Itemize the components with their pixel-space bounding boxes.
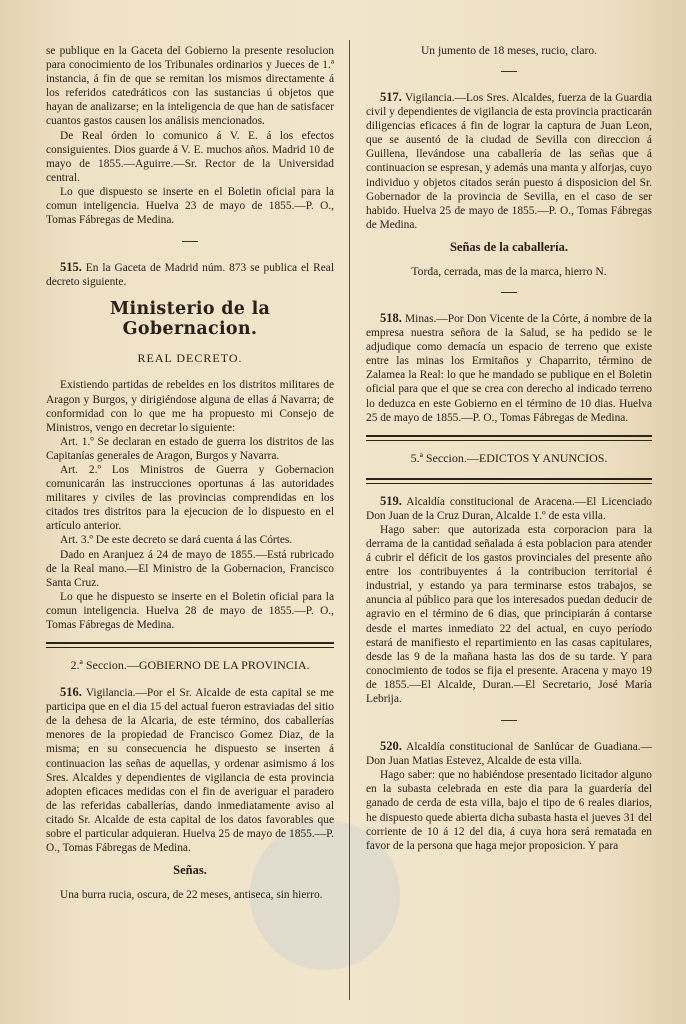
- paragraph-real-orden: De Real órden lo comunico á V. E. á los efectos consiguientes. Dios guarde á V. E. muchos años. Madrid 10 de mayo de 1855.—Aguirre.—Sr. Rector de la Universidad central.: [46, 129, 334, 184]
- item-text: Vigilancia.—Por el Sr. Alcalde de esta capital se me participa que en el dia 15 del actual fueron estraviadas del sitio de la dehesa de la Alcaria, de este término, dos caballerías menores de la propiedad de Francisco Gomez Diaz, de la misma; en su consecuencia he dispuesto se inserten á continuacion las señas de aquellas, y ordenar asimismo á los Sres. Alcaldes y dependientes de vigilancia de esta provincia adopten eficaces medidas con el fin de averiguar el paradero de las referidas caballerías, dando inmediatamente aviso al citado Sr. Alcalde de esta capital de los datos favorables que sobre el particular adquieran. Huelva 25 de mayo de 1855.—P. O., Tomas Fábregas de Medina.: [46, 687, 334, 855]
- section-2-heading: 2.ª Seccion.—GOBIERNO DE LA PROVINCIA.: [70, 658, 310, 673]
- ministerio-heading: Ministerio de la Gobernacion.: [109, 299, 271, 340]
- short-separator: [501, 71, 517, 72]
- decree-preamble: Existiendo partidas de rebeldes en los distritos militares de Aragon y Burgos, y dirigiéndose alguna de ellas á Navarra; de conformidad con lo que me ha propuesto mi Consejo de Ministros, vengo en decretar lo siguiente:: [46, 379, 334, 434]
- item-text: Vigilancia.—Los Sres. Alcaldes, fuerza de la Guardia civil y dependientes de vigilancia de esta provincia practicarán diligencias eficaces á fin de lograr la captura de Juan Leon, que se ausentó de la ciudad de Sevilla con direccion á Guillena, llevándose una caballería de las señas que á continuacion se espresan, y además una manta y alforjas, cuyo individuo y objetos citados serán puesto á disposicion del Sr. Gobernador de la provincia de Sevilla, en el caso de ser habido. Huelva 25 de mayo de 1855.—P. O., Tomas Fábregas de Medina.: [366, 92, 652, 231]
- short-separator: [501, 720, 517, 721]
- real-decreto-heading: REAL DECRETO.: [137, 351, 243, 366]
- item-number: 516.: [60, 685, 82, 700]
- item-520-body: Hago saber: que no habiéndose presentado licitador alguno en la subasta celebrada en este dia para la guardería del ganado de cerda de esta villa, bajo el tipo de 6 reales diarios, he dispuesto quede abierta dicha subasta hasta el jueves 31 del corriente de 10 á 12 del dia, á cuya hora será rematada en favor de la persona que haga mejor proposicion. Y para: [366, 769, 652, 852]
- item-text: Minas.—Por Don Vicente de la Córte, á nombre de la empresa nuestra señora de la Salud, se ha pedido se le adjudique como demacía un espacio de terreno que existe entre las minas los Ermitaños y Chaparrito, término de Zalamea la Real: lo que he mandado se publique en el Boletin oficial para que el que se crea con derecho al indicado terreno lo deduzca en este Gobierno en el término de 10 dias. Huelva 25 de mayo de 1855.—P. O., Tomas Fábregas de Medina.: [366, 312, 652, 424]
- item-520: [366, 739, 652, 768]
- item-number: 517.: [380, 90, 402, 104]
- caballeria-description: Torda, cerrada, mas de la marca, hierro N.: [411, 264, 607, 278]
- item-519-body: Hago saber: que autorizada esta corporacion para la derrama de la cantidad señalada á esta poblacion para atender á cubrir el déficit de los gastos provinciales del presente año entre los contribuyentes á la contribucion territorial é industrial, y estando ya para terminarse estos trabajos, se anuncia al público para que los interesados puedan deducir de agravio en el término de 6 dias, que principiarán á contarse desde el martes inmediato 22 del actual, en cuyo período estará de manifiesto el repartimiento en las casas capitulares, desde las 9 de la mañana hasta las dos de su tarde. Y para conocimiento de todos se fija el presente. Aracena y mayo 19 de 1855.—El Alcalde, Duran.—El Secretario, José María Lebrija.: [366, 523, 652, 705]
- item-text: Alcaldía constitucional de Aracena.—El Licenciado Don Juan de la Cruz Duran, Alcalde 1.º de esta villa.: [366, 495, 652, 522]
- section-5-heading: 5.ª Seccion.—EDICTOS Y ANUNCIOS.: [410, 450, 608, 465]
- item-number: 518.: [380, 310, 402, 325]
- decree-article-3: Art. 3.º De este decreto se dará cuenta á las Córtes.: [60, 534, 293, 547]
- item-text: En la Gaceta de Madrid núm. 873 se publica el Real decreto siguiente.: [46, 262, 334, 289]
- section-rule: [366, 435, 652, 441]
- item-number: 519.: [380, 493, 402, 508]
- senas-caballeria-heading: Señas de la caballería.: [449, 239, 569, 254]
- item-519: [366, 494, 652, 523]
- section-rule: [46, 642, 334, 648]
- short-separator: [501, 292, 517, 293]
- senas-heading: Señas.: [173, 863, 207, 878]
- left-column: [46, 44, 334, 902]
- item-number: 520.: [380, 739, 402, 754]
- section-rule: [366, 478, 652, 484]
- senas-description: Una burra rucia, oscura, de 22 meses, antiseca, sin hierro.: [60, 889, 323, 902]
- paragraph-continuation: se publique en la Gaceta del Gobierno la presente resolucion para conocimiento de los Tribunales ordinarios y Jueces de 1.ª instancia, á fin de que se remitan los mismos directamente á los referidos catedráticos con las sustancias ú objetos que hayan de analizarse; en la inteligencia de que han de satisfacer cuantos gastos causen los análisis mencionados.: [46, 45, 334, 128]
- item-text: Alcaldía constitucional de Sanlúcar de Guadiana.—Don Juan Matias Estevez, Alcalde de esta villa.: [366, 741, 652, 768]
- right-column: [366, 44, 652, 853]
- item-516: [46, 685, 334, 855]
- item-518: [366, 311, 652, 425]
- decree-signature: Dado en Aranjuez á 24 de mayo de 1855.—Está rubricado de la Real mano.—El Ministro de la Gobernacion, Francisco Santa Cruz.: [46, 548, 334, 589]
- short-separator: [182, 241, 198, 242]
- item-517: [366, 90, 652, 232]
- jumento-description: Un jumento de 18 meses, rucio, claro.: [420, 44, 598, 57]
- decree-article-1: Art. 1.º Se declaran en estado de guerra los distritos de las Capitanías generales de Aragon, Burgos y Navarra.: [46, 435, 334, 462]
- item-number: 515.: [60, 260, 82, 275]
- decree-insertion-notice: Lo que he dispuesto se inserte en el Boletin oficial para la comun inteligencia. Huelva 28 de mayo de 1855.—P. O., Tomas Fábregas de Medina.: [46, 590, 334, 631]
- paragraph-insertion-notice: Lo que dispuesto se inserte en el Boletin oficial para la comun inteligencia. Huelva 23 de mayo de 1855.—P. O., Tomas Fábregas de Medina.: [46, 185, 334, 227]
- item-515: [46, 260, 334, 289]
- decree-article-2: Art. 2.º Los Ministros de Guerra y Gobernacion comunicarán las instrucciones oportunas á las autoridades militares y civiles de las provincias comprendidas en los citados tres distritos para la ejecucion de lo dispuesto en el artículo anterior.: [46, 463, 334, 533]
- column-divider: [349, 40, 350, 1000]
